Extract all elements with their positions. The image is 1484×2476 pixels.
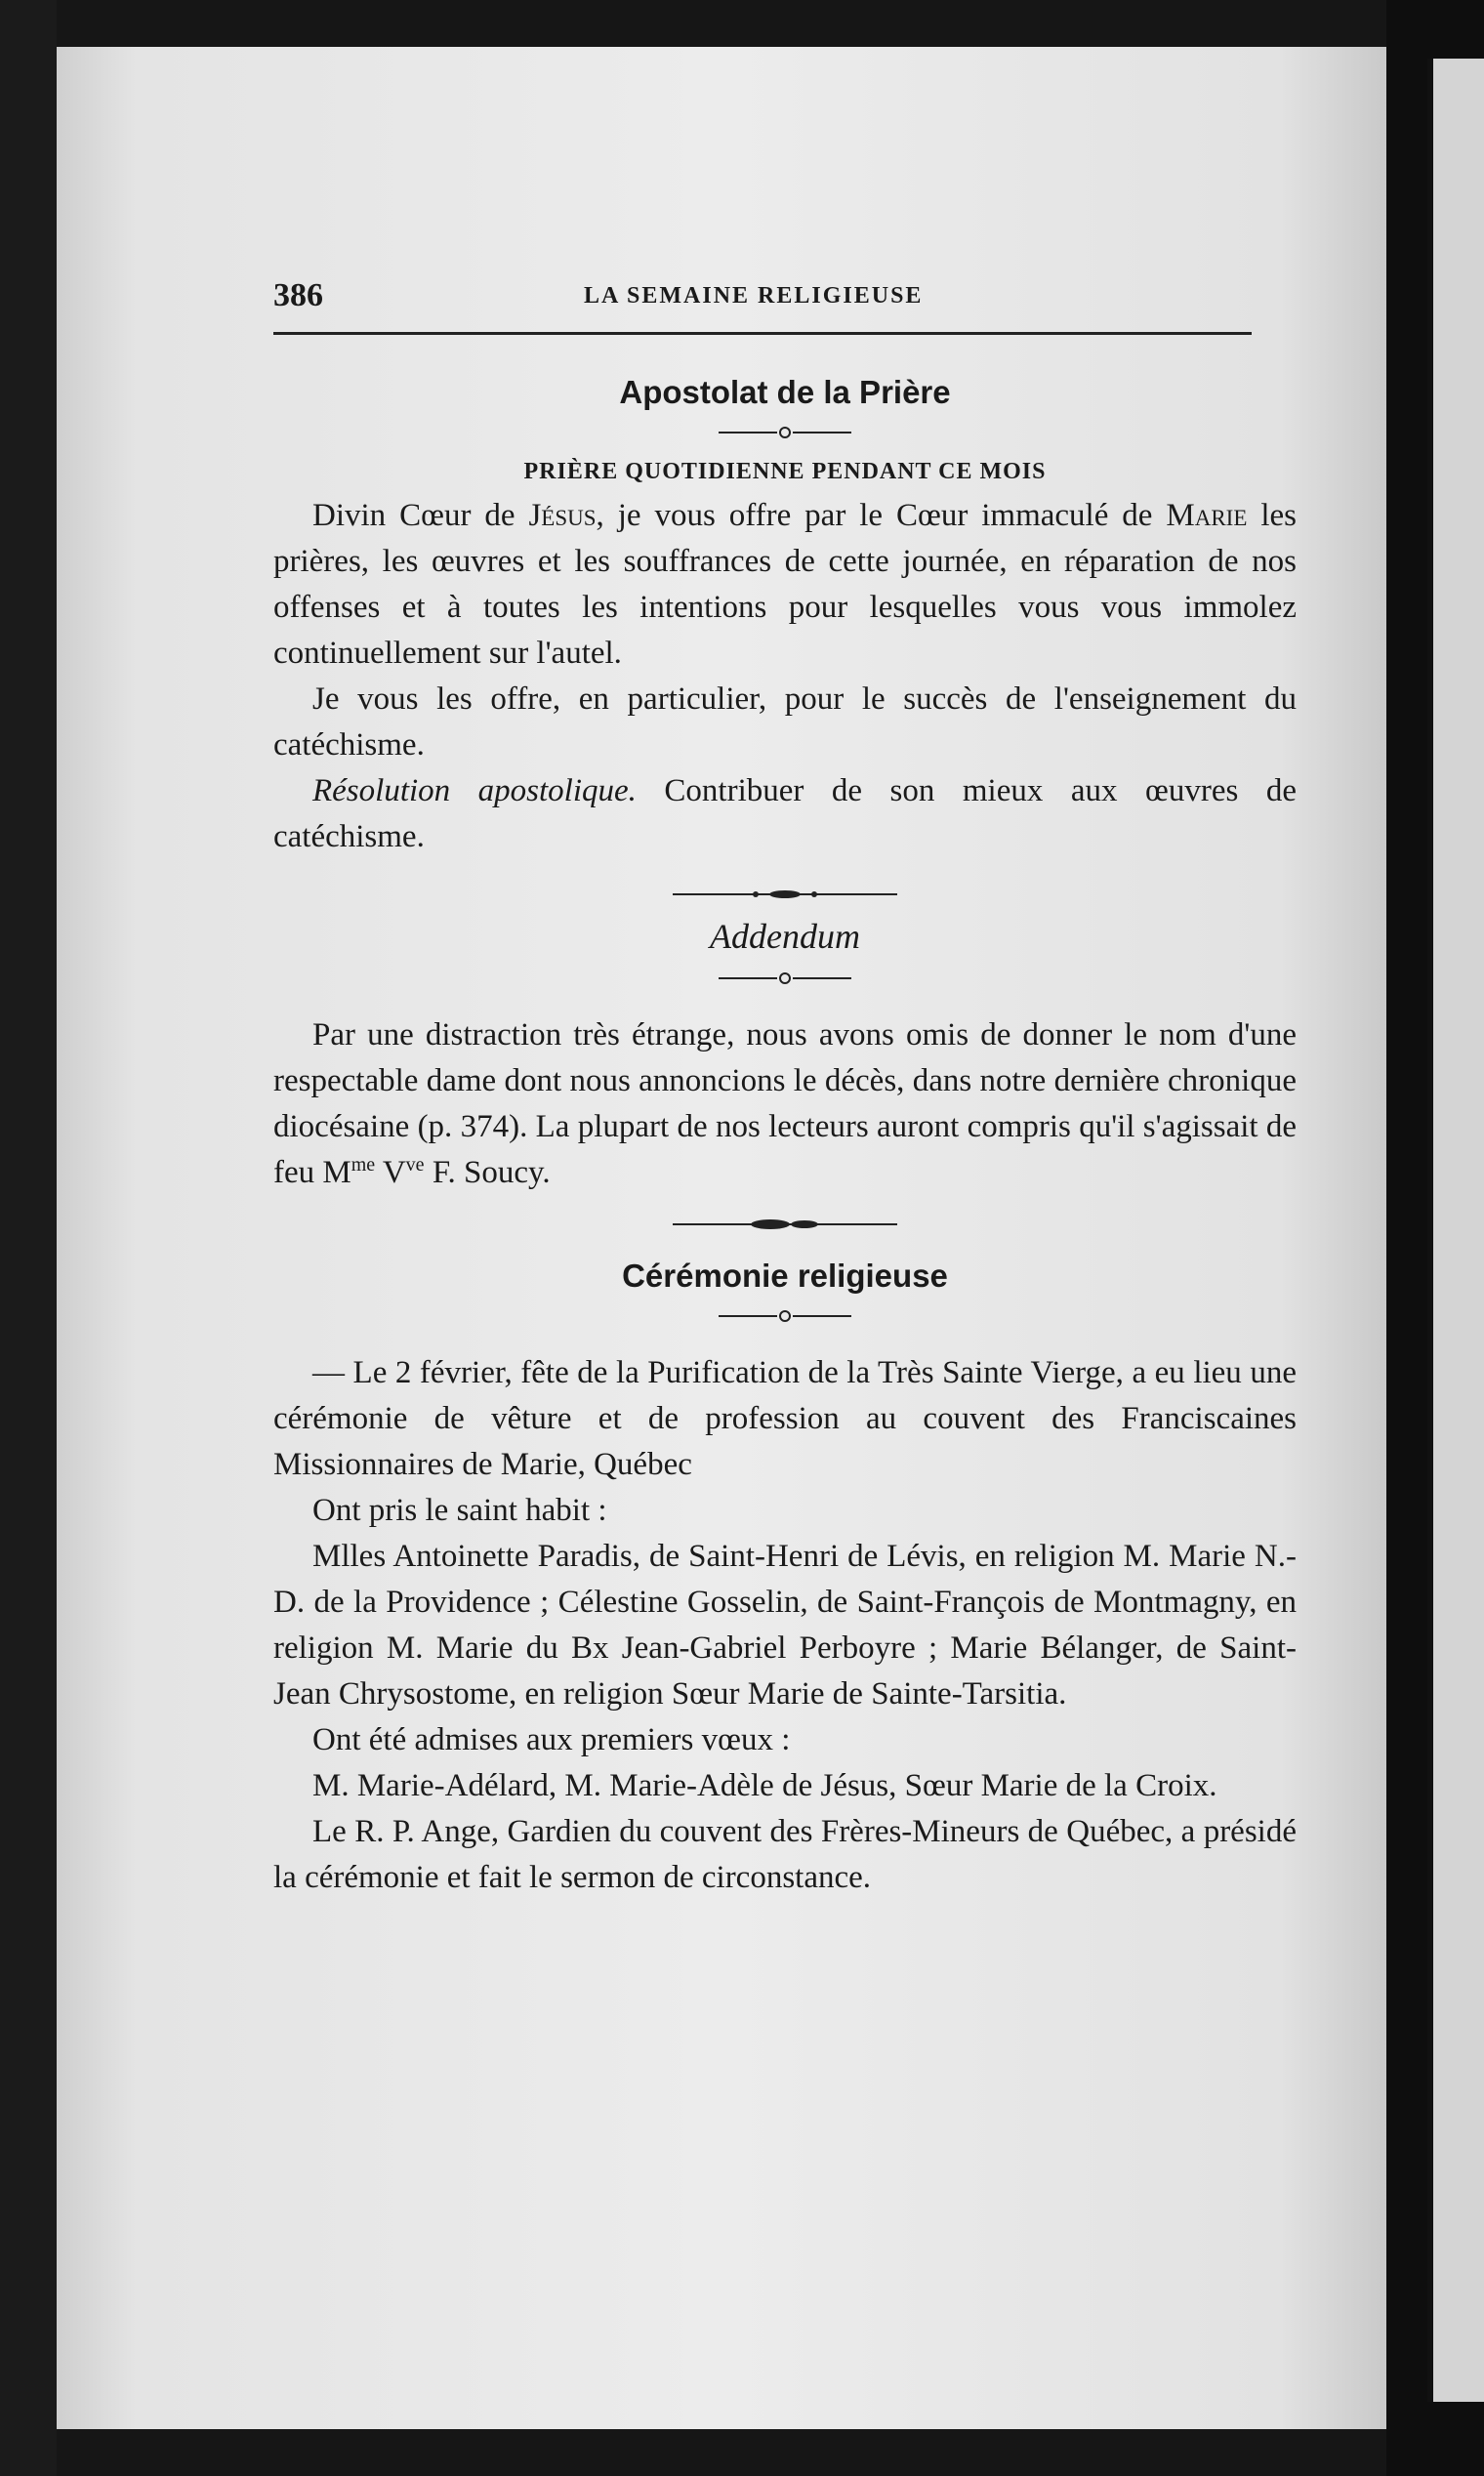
ornament-divider <box>273 1217 1297 1236</box>
facing-page-edge <box>1427 59 1484 2402</box>
resolution-paragraph: Résolution apostolique. Contribuer de son mieux aux œuvres de catéchisme. <box>273 773 1297 854</box>
prayer-paragraph: Divin Cœur de Jésus, je vous offre par le Cœur immaculé de Marie les prières, les œuvres et les souffrances de cette journée, en réparation de nos offenses et à toutes les intentions pour lesquelles vous vous immolez continuellement sur l'autel. <box>273 498 1297 671</box>
page-number: 386 <box>273 277 323 313</box>
habit-intro: Ont pris le saint habit : <box>312 1493 607 1528</box>
vows-intro: Ont été admises aux premiers vœux : <box>312 1722 791 1757</box>
running-header <box>273 277 1297 322</box>
addendum-paragraph: Par une distraction très étrange, nous avons omis de donner le nom d'une respectable dame dont nous annoncions le décès, dans notre dernière chronique diocésaine (p. 374). La plupart de nos lecteurs auront compris qu'il s'agissait de feu $M^{me}$ $V^{ve}$ F. Soucy. <box>273 1017 1297 1190</box>
section-title-ceremonie: Cérémonie religieuse <box>622 1258 948 1294</box>
small-rule-divider <box>273 421 1297 441</box>
document-page <box>57 47 1386 2429</box>
section-title-apostolat: Apostolat de la Prière <box>619 374 951 410</box>
small-rule-divider <box>273 1304 1297 1325</box>
offering-paragraph: Je vous les offre, en particulier, pour le succès de l'enseignement du catéchisme. <box>273 681 1297 763</box>
running-title: LA SEMAINE RELIGIEUSE <box>584 283 924 309</box>
header-rule <box>273 332 1252 335</box>
habit-list: Mlles Antoinette Paradis, de Saint-Henri de Lévis, en religion M. Marie N.-D. de la Providence ; Célestine Gosselin, de Saint-François de Montmagny, en religion M. Marie du Bx Jean-Gabriel Perboyre ; Marie Bélanger, de Saint-Jean Chrysostome, en religion Sœur Marie de Sainte-Tarsitia. <box>273 1539 1297 1712</box>
scan-left-border <box>0 0 57 2476</box>
page-content <box>273 277 1297 1901</box>
section-title-addendum: Addendum <box>710 917 860 956</box>
small-rule-divider <box>273 967 1297 987</box>
closing-paragraph: Le R. P. Ange, Gardien du couvent des Frères-Mineurs de Québec, a présidé la cérémonie et fait le sermon de circonstance. <box>273 1814 1297 1895</box>
ornament-divider <box>273 887 1297 906</box>
vows-list: M. Marie-Adélard, M. Marie-Adèle de Jésus, Sœur Marie de la Croix. <box>312 1768 1217 1803</box>
ceremonie-paragraph: — Le 2 février, fête de la Purification de la Très Sainte Vierge, a eu lieu une cérémonie de vêture et de profession au couvent des Franciscaines Missionnaires de Marie, Québec <box>273 1355 1297 1482</box>
section-subtitle-priere: PRIÈRE QUOTIDIENNE PENDANT CE MOIS <box>523 459 1047 484</box>
